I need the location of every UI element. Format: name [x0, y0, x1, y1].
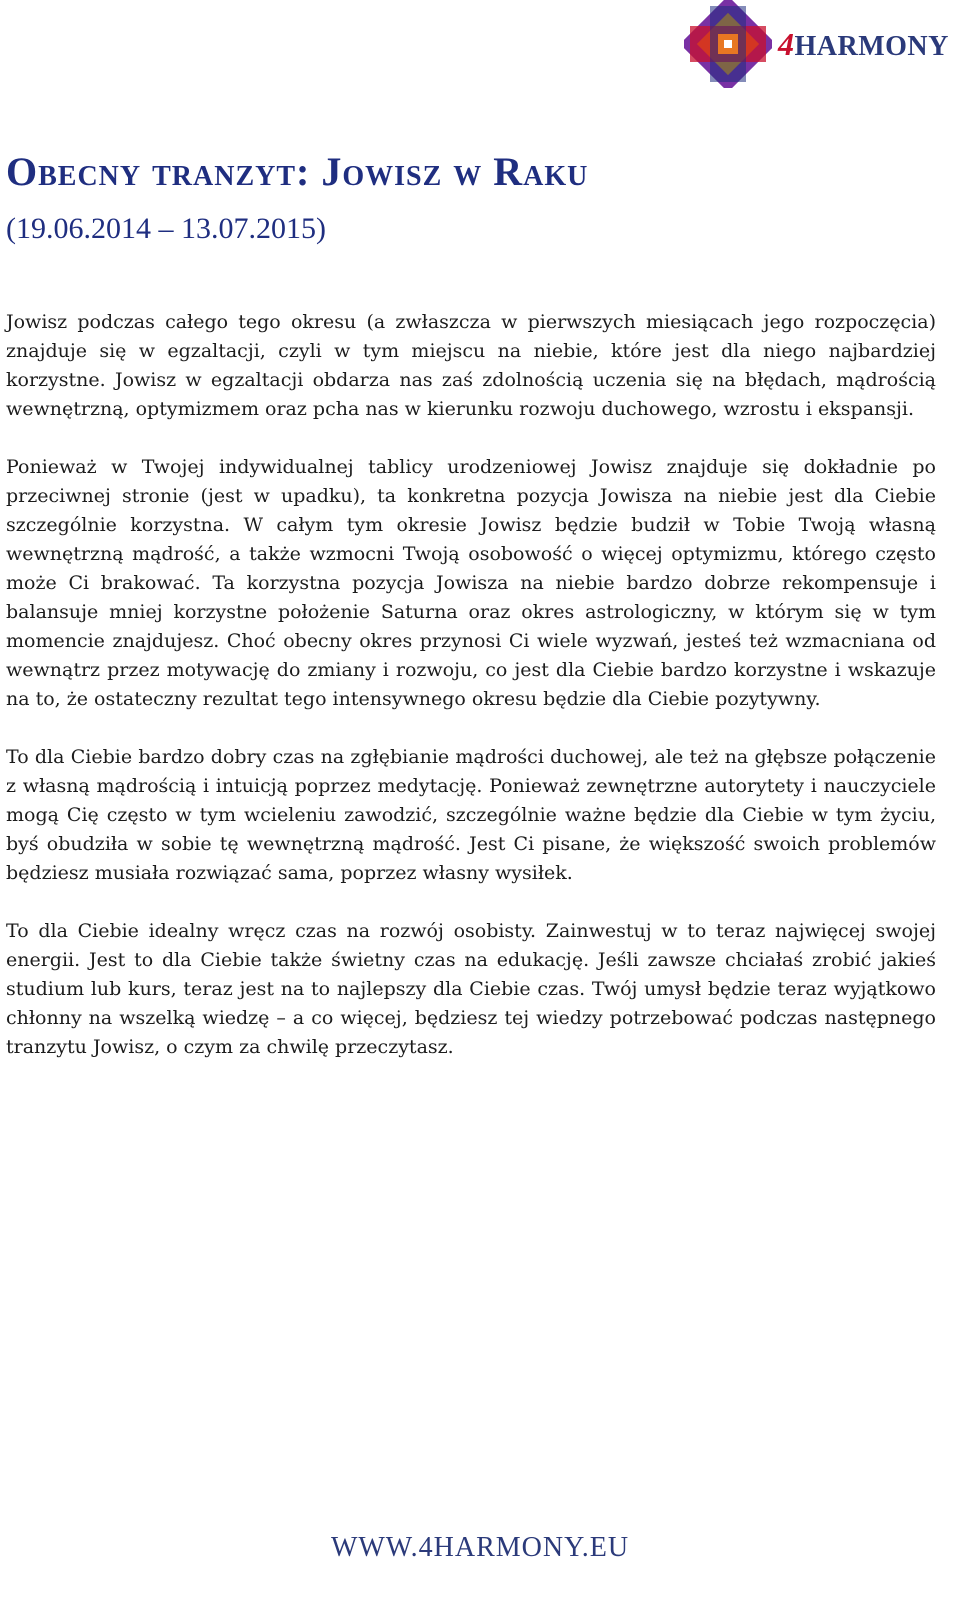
article-body — [6, 308, 936, 1091]
brand-logo — [684, 0, 960, 88]
paragraph: Jowisz podczas całego tego okresu (a zwłaszcza w pierwszych miesiącach jego rozpoczęcia) znajduje się w egzaltacji, czyli w tym miejscu na niebie, które jest dla niego najbardziej korzystne. Jowisz w egzaltacji obdarza nas zaś zdolnością uczenia się na błędach, mądrością wewnętrzną, optymizmem oraz pcha nas w kierunku rozwoju duchowego, wzrostu i ekspansji. — [6, 311, 936, 420]
paragraph: To dla Ciebie bardzo dobry czas na zgłębianie mądrości duchowej, ale też na głębsze połączenie z własną mądrością i intuicją poprzez medytację. Ponieważ zewnętrzne autorytety i nauczyciele mogą Cię często w tym wcieleniu zawodzić, szczególnie ważne będzie dla Ciebie w tym życiu, byś obudziła w sobie tę wewnętrzną mądrość. Jest Ci pisane, że większość swoich problemów będziesz musiała rozwiązać sama, poprzez własny wysiłek. — [6, 746, 936, 884]
logo-brand: HARMONY — [794, 31, 949, 62]
paragraph: To dla Ciebie idealny wręcz czas na rozwój osobisty. Zainwestuj w to teraz najwięcej swojej energii. Jest to dla Ciebie także świetny czas na edukację. Jeśli zawsze chciałaś zrobić jakieś studium lub kurs, teraz jest na to najlepszy dla Ciebie czas. Twój umysł będzie teraz wyjątkowo chłonny na wszelką wiedzę – a co więcej, będziesz tej wiedzy potrzebować podczas następnego tranzytu Jowisz, o czym za chwilę przeczytasz. — [6, 920, 936, 1058]
page-title: Obecny tranzyt: Jowisz w Raku — [6, 149, 589, 194]
logo-wordmark — [778, 26, 949, 63]
logo-four: 4 — [778, 26, 795, 62]
harmony-logo-icon — [684, 0, 772, 88]
footer-website-link[interactable]: WWW.4HARMONY.EU — [330, 1532, 630, 1563]
date-range: (19.06.2014 – 13.07.2015) — [6, 212, 326, 245]
paragraph: Ponieważ w Twojej indywidualnej tablicy urodzeniowej Jowisz znajduje się dokładnie po przeciwnej stronie (jest w upadku), ta konkretna pozycja Jowisza na niebie jest dla Ciebie szczególnie korzystna. W całym tym okresie Jowisz będzie budził w Tobie Twoją własną wewnętrzną mądrość, a także wzmocni Twoją osobowość o więcej optymizmu, którego często może Ci brakować. Ta korzystna pozycja Jowisza na niebie bardzo dobrze rekompensuje i balansuje mniej korzystne położenie Saturna oraz okres astrologiczny, w którym się w tym momencie znajdujesz. Choć obecny okres przynosi Ci wiele wyzwań, jesteś też wzmacniana od wewnątrz przez motywację do zmiany i rozwoju, co jest dla Ciebie bardzo korzystne i wskazuje na to, że ostateczny rezultat tego intensywnego okresu będzie dla Ciebie pozytywny. — [6, 456, 936, 710]
